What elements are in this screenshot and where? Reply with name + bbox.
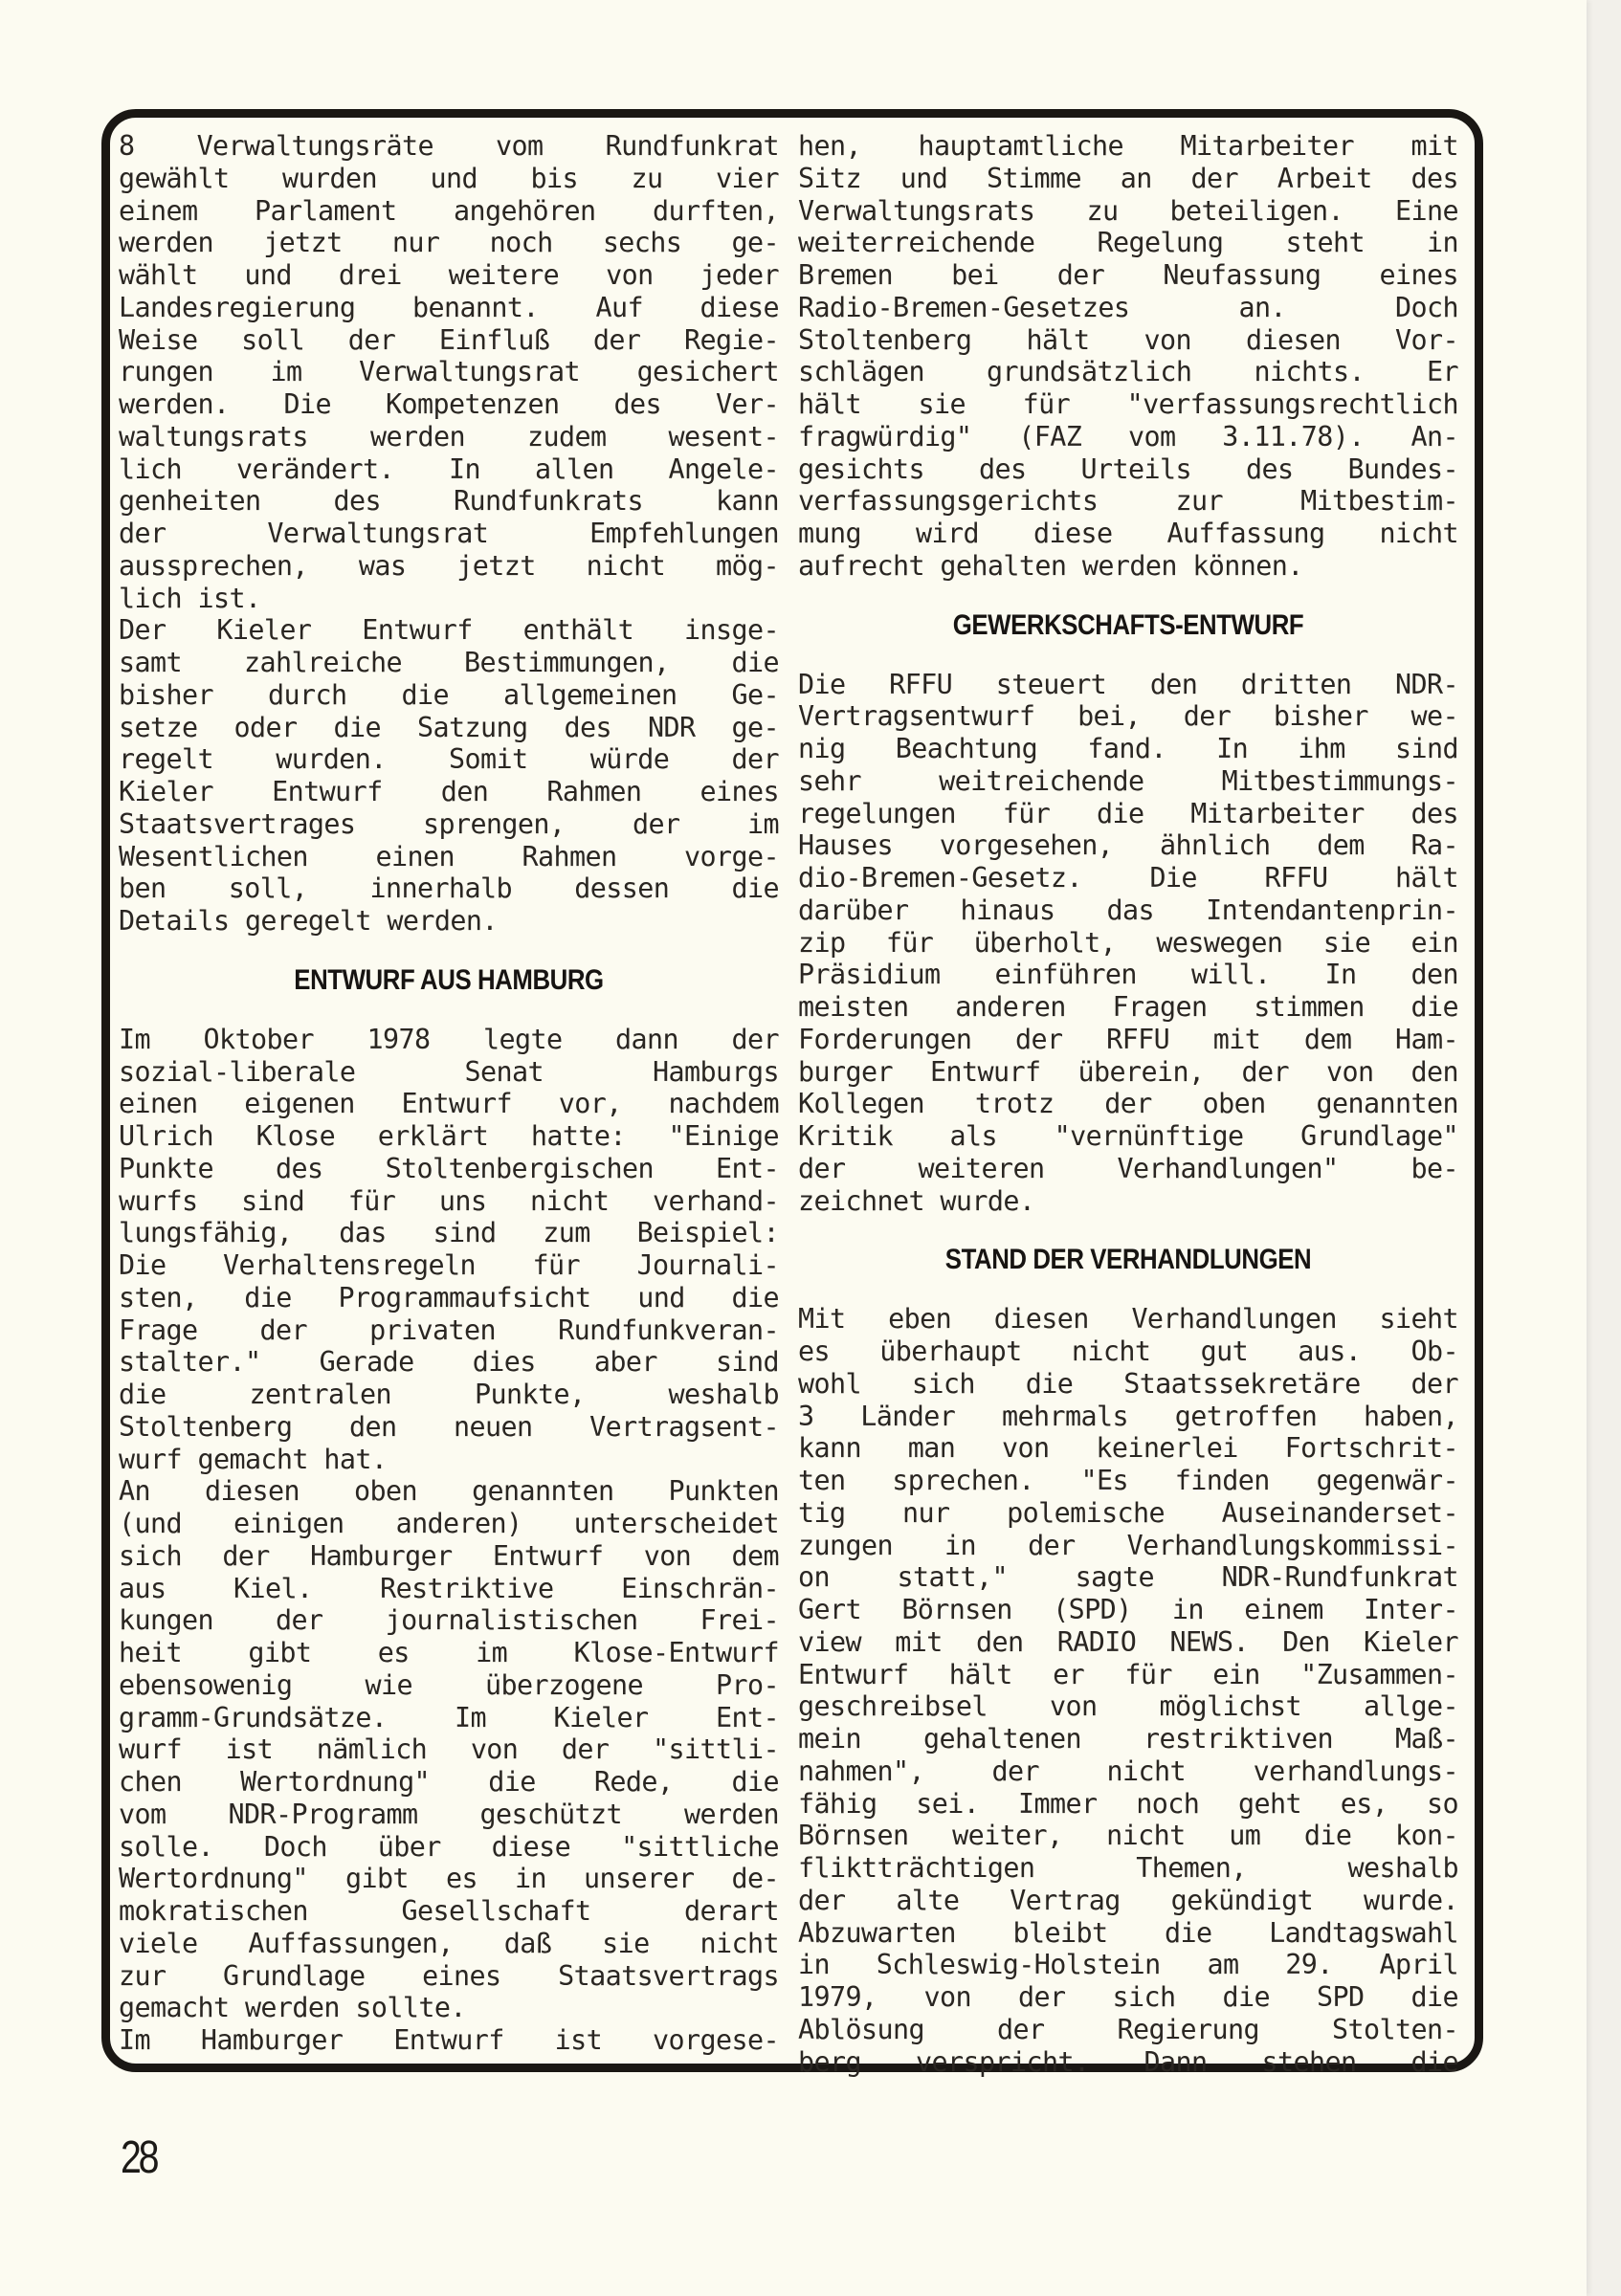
text-line: wohl sich die Staatssekretäre der [798,1367,1458,1400]
text-line: Im Oktober 1978 legte dann der [119,1023,779,1055]
text-line: wurf ist nämlich von der "sittli- [119,1733,779,1766]
text-line: Sitz und Stimme an der Arbeit des [798,162,1458,194]
text-line: geschreibsel von möglichst allge- [798,1690,1458,1723]
left-column [119,130,779,2057]
text-line: regelungen für die Mitarbeiter des [798,797,1458,829]
text-line: rungen im Verwaltungsrat gesichert [119,356,779,388]
text-line: zeichnet wurde. [798,1184,1035,1217]
text-line: gemacht werden sollte. [119,1992,466,2024]
paragraph [119,1475,779,2024]
paragraph [798,1303,1458,2078]
text-line: mung wird diese Auffassung nicht [798,518,1458,549]
text-line: Stoltenberg den neuen Vertragsent- [119,1410,779,1443]
text-line: mokratischen Gesellschaft derart [119,1895,779,1927]
text-line: Punkte des Stoltenbergischen Ent- [119,1152,779,1184]
text-line: nig Beachtung fand. In ihm sind [798,733,1458,764]
text-line: solle. Doch über diese "sittliche [119,1830,779,1863]
text-line: der alte Vertrag gekündigt wurde. [798,1884,1458,1916]
text-line: kann man von keinerlei Fortschrit- [798,1432,1458,1465]
text-line: Forderungen der RFFU mit dem Ham- [798,1023,1458,1055]
page-number: 28 [121,2132,157,2183]
text-line: gesichts des Urteils des Bundes- [798,453,1458,485]
text-line: die zentralen Punkte, weshalb [119,1379,779,1410]
text-line: Präsidium einführen will. In den [798,959,1458,991]
text-line: Kritik als "vernünftige Grundlage" [798,1120,1458,1152]
text-line: hält sie für "verfassungsrechtlich [798,388,1458,420]
text-line: Mit eben diesen Verhandlungen sieht [798,1303,1458,1336]
text-line: aus Kiel. Restriktive Einschrän- [119,1572,779,1604]
section-heading: ENTWURF AUS HAMBURG [294,963,604,996]
text-line: sozial-liberale Senat Hamburgs [119,1055,779,1088]
text-line: samt zahlreiche Bestimmungen, die [119,647,779,678]
text-line: stalter." Gerade dies aber sind [119,1346,779,1379]
section-heading: STAND DER VERHANDLUNGEN [944,1244,1312,1276]
text-line: Die RFFU steuert den dritten NDR- [798,668,1458,700]
text-line: Ulrich Klose erklärt hatte: "Einige [119,1120,779,1152]
text-line: view mit den RADIO NEWS. Den Kieler [798,1625,1458,1658]
text-line: mein gehaltenen restriktiven Maß- [798,1723,1458,1755]
text-line: chen Wertordnung" die Rede, die [119,1766,779,1798]
paragraph [798,669,1458,1218]
text-line: Bremen bei der Neufassung eines [798,259,1458,291]
text-line: Im Hamburger Entwurf ist vorgese- [119,2024,779,2056]
text-line: sehr weitreichende Mitbestimmungs- [798,764,1458,797]
text-line: fliktträchtigen Themen, weshalb [798,1852,1458,1884]
text-line: genheiten des Rundfunkrats kann [119,485,779,518]
text-line: der Verwaltungsrat Empfehlungen [119,518,779,549]
text-line: Kollegen trotz der oben genannten [798,1088,1458,1120]
text-line: Details geregelt werden. [119,905,498,937]
text-line: lich ist. [119,582,261,614]
text-line: gramm-Grundsätze. Im Kieler Ent- [119,1701,779,1733]
text-line: wurf gemacht hat. [119,1443,388,1475]
text-line: fähig sei. Immer noch geht es, so [798,1787,1458,1820]
text-line: Frage der privaten Rundfunkveran- [119,1314,779,1346]
text-line: setze oder die Satzung des NDR ge- [119,711,779,743]
text-line: on statt," sagte NDR-Rundfunkrat [798,1561,1458,1594]
text-line: nahmen", der nicht verhandlungs- [798,1755,1458,1787]
paragraph [798,130,1458,583]
section-heading: GEWERKSCHAFTS-ENTWURF [952,608,1304,641]
text-line: 8 Verwaltungsräte vom Rundfunkrat [119,130,779,162]
text-line: hen, hauptamtliche Mitarbeiter mit [798,130,1458,162]
text-line: Die Verhaltensregeln für Journali- [119,1249,779,1281]
text-line: burger Entwurf überein, der von den [798,1055,1458,1088]
text-line: lungsfähig, das sind zum Beispiel: [119,1217,779,1249]
text-line: Der Kieler Entwurf enthält insge- [119,614,779,647]
text-line: Ablösung der Regierung Stolten- [798,2013,1458,2045]
text-line: lich verändert. In allen Angele- [119,453,779,485]
paragraph [119,1024,779,1476]
text-line: An diesen oben genannten Punkten [119,1475,779,1508]
text-line: Staatsvertrages sprengen, der im [119,807,779,840]
text-line: 1979, von der sich die SPD die [798,1981,1458,2013]
text-line: einem Parlament angehören durften, [119,194,779,227]
text-line: zur Grundlage eines Staatsvertrags [119,1959,779,1992]
text-line: Börnsen weiter, nicht um die kon- [798,1820,1458,1852]
text-line: darüber hinaus das Intendantenprin- [798,894,1458,926]
text-line: in Schleswig-Holstein am 29. April [798,1949,1458,1981]
text-line: wurfs sind für uns nicht verhand- [119,1184,779,1217]
text-line: Stoltenberg hält von diesen Vor- [798,323,1458,356]
text-line: wählt und drei weitere von jeder [119,259,779,291]
text-line: fragwürdig" (FAZ vom 3.11.78). An- [798,420,1458,453]
text-line: Hauses vorgesehen, ähnlich dem Ra- [798,829,1458,862]
text-line: aufrecht gehalten werden können. [798,549,1303,582]
text-line: heit gibt es im Klose-Entwurf [119,1637,779,1668]
text-line: weiterreichende Regelung steht in [798,227,1458,259]
text-line: zip für überholt, weswegen sie ein [798,926,1458,959]
text-line: viele Auffassungen, daß sie nicht [119,1927,779,1959]
text-line: 3 Länder mehrmals getroffen haben, [798,1400,1458,1432]
text-line: Entwurf hält er für ein "Zusammen- [798,1658,1458,1690]
text-line: Kieler Entwurf den Rahmen eines [119,776,779,807]
text-line: Weise soll der Einfluß der Regie- [119,323,779,356]
text-line: sich der Hamburger Entwurf von dem [119,1539,779,1572]
right-column [798,130,1458,2078]
text-line: dio-Bremen-Gesetz. Die RFFU hält [798,862,1458,894]
paragraph [119,130,779,614]
text-line: verfassungsgerichts zur Mitbestim- [798,485,1458,518]
text-line: Vertragsentwurf bei, der bisher we- [798,700,1458,733]
text-line: sten, die Programmaufsicht und die [119,1281,779,1314]
text-line: tig nur polemische Auseinanderset- [798,1496,1458,1529]
text-line: bisher durch die allgemeinen Ge- [119,678,779,711]
text-line: ben soll, innerhalb dessen die [119,872,779,905]
text-line: (und einigen anderen) unterscheidet [119,1508,779,1539]
text-line: ebensowenig wie überzogene Pro- [119,1668,779,1701]
paragraph [119,614,779,938]
text-line: aussprechen, was jetzt nicht mög- [119,549,779,582]
text-line: gewählt wurden und bis zu vier [119,162,779,194]
text-line: Landesregierung benannt. Auf diese [119,291,779,323]
text-line: Wesentlichen einen Rahmen vorge- [119,840,779,872]
text-line: Abzuwarten bleibt die Landtagswahl [798,1916,1458,1949]
text-line: ten sprechen. "Es finden gegenwär- [798,1465,1458,1496]
text-line: regelt wurden. Somit würde der [119,743,779,776]
text-line: Wertordnung" gibt es in unserer de- [119,1863,779,1895]
text-line: Gert Börnsen (SPD) in einem Inter- [798,1594,1458,1625]
text-line: werden jetzt nur noch sechs ge- [119,227,779,259]
text-line: der weiteren Verhandlungen" be- [798,1152,1458,1184]
paragraph [119,2024,779,2057]
text-line: einen eigenen Entwurf vor, nachdem [119,1088,779,1120]
text-line: waltungsrats werden zudem wesent- [119,420,779,453]
text-line: Verwaltungsrats zu beteiligen. Eine [798,194,1458,227]
text-line: meisten anderen Fragen stimmen die [798,991,1458,1023]
text-line: kungen der journalistischen Frei- [119,1604,779,1637]
text-line: zungen in der Verhandlungskommissi- [798,1529,1458,1561]
text-line: Radio-Bremen-Gesetzes an. Doch [798,291,1458,323]
text-line: schlägen grundsätzlich nichts. Er [798,356,1458,388]
text-line: werden. Die Kompetenzen des Ver- [119,388,779,420]
text-line: es überhaupt nicht gut aus. Ob- [798,1336,1458,1367]
text-line: berg verspricht. Dann stehen die [798,2045,1458,2078]
text-line: vom NDR-Programm geschützt werden [119,1798,779,1830]
